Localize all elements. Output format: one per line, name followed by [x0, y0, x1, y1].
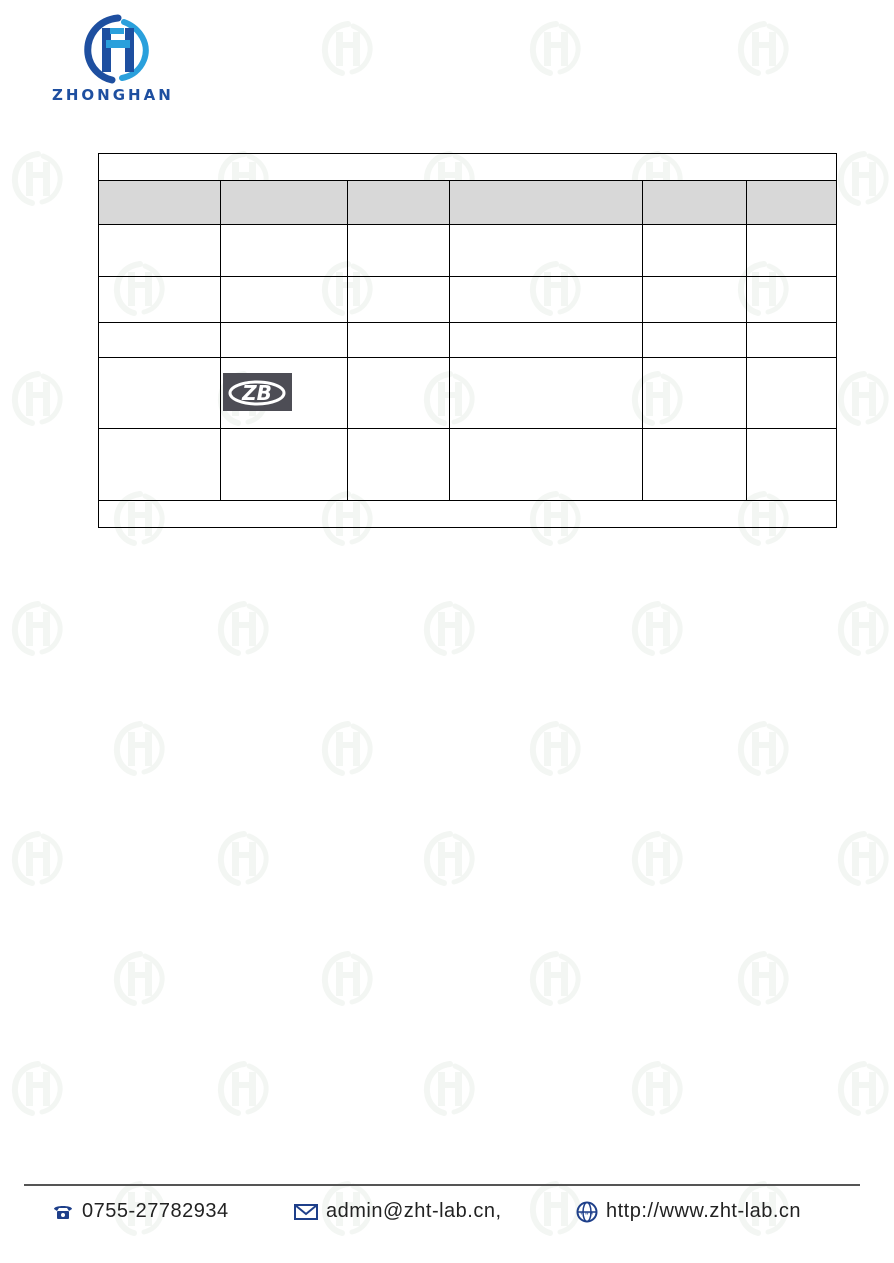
zhonghan-watermark-icon: [320, 720, 376, 776]
header-cell: [450, 181, 643, 225]
table-cell: [348, 358, 450, 429]
data-table: [98, 153, 837, 528]
zhonghan-watermark-icon: [422, 1060, 478, 1116]
table-cell: [99, 225, 221, 277]
zhonghan-watermark-icon: [736, 950, 792, 1006]
header-cell: [348, 181, 450, 225]
zb-logo-icon: [223, 373, 292, 411]
table-row: [99, 323, 837, 358]
table-row: [99, 429, 837, 501]
table-cell: [747, 358, 837, 429]
table-cell: [747, 429, 837, 501]
table-footer-row: [99, 501, 837, 528]
zhonghan-watermark-icon: [320, 950, 376, 1006]
zhonghan-watermark-icon: [10, 1060, 66, 1116]
zhonghan-watermark-icon: [528, 20, 584, 76]
zhonghan-watermark-icon: [216, 1060, 272, 1116]
zhonghan-watermark-icon: [528, 720, 584, 776]
footer-divider: [24, 1184, 860, 1186]
telephone-icon: [52, 1203, 74, 1221]
table-cell: [643, 225, 747, 277]
zhonghan-watermark-icon: [630, 830, 686, 886]
table-cell: [747, 225, 837, 277]
company-logo: [52, 14, 182, 104]
zhonghan-watermark-icon: [836, 830, 892, 886]
table-cell: [643, 358, 747, 429]
table-cell: [643, 323, 747, 358]
table-cell: [99, 277, 221, 323]
table-cell: [221, 323, 348, 358]
globe-icon: [576, 1201, 598, 1223]
table-cell: [99, 358, 221, 429]
table-cell: [747, 323, 837, 358]
zb-certificate-logo: [223, 373, 292, 411]
table-cell: [221, 277, 348, 323]
table-cell: [348, 225, 450, 277]
table-footer-cell: [99, 501, 837, 528]
zhonghan-watermark-icon: [422, 600, 478, 656]
table-cell: [643, 277, 747, 323]
phone-number: 0755-27782934: [82, 1200, 229, 1222]
zhonghan-watermark-icon: [10, 600, 66, 656]
zhonghan-watermark-icon: [216, 830, 272, 886]
svg-text:ZB: ZB: [242, 380, 272, 405]
table-cell: [450, 358, 643, 429]
table-cell: [348, 323, 450, 358]
website-url[interactable]: http://www.zht-lab.cn: [606, 1200, 802, 1222]
zhonghan-watermark-icon: [836, 1060, 892, 1116]
table-cell: [99, 323, 221, 358]
zhonghan-watermark-icon: [836, 370, 892, 426]
zhonghan-watermark-icon: [528, 950, 584, 1006]
zhonghan-watermark-icon: [10, 830, 66, 886]
zhonghan-watermark-icon: [10, 370, 66, 426]
zhonghan-watermark-icon: [320, 20, 376, 76]
zhonghan-watermark-icon: [836, 150, 892, 206]
table-cell: [450, 225, 643, 277]
zhonghan-watermark-icon: [422, 830, 478, 886]
zhonghan-watermark-icon: [10, 150, 66, 206]
footer-phone: [52, 1200, 229, 1223]
table-cell: [348, 429, 450, 501]
table-cell: [99, 429, 221, 501]
zhonghan-watermark-icon: [216, 600, 272, 656]
zhonghan-watermark-icon: [630, 600, 686, 656]
table-cell: [747, 277, 837, 323]
header-cell: [221, 181, 348, 225]
footer-website: [576, 1200, 801, 1223]
header-cell: [747, 181, 837, 225]
zhonghan-logo-icon: [82, 14, 154, 84]
envelope-icon: [294, 1203, 318, 1221]
table-cell: [221, 225, 348, 277]
zhonghan-watermark-icon: [836, 600, 892, 656]
table-cell: [221, 358, 348, 429]
table-title-cell: [99, 154, 837, 181]
table-row: [99, 225, 837, 277]
zhonghan-watermark-icon: [630, 1060, 686, 1116]
table-cell: [643, 429, 747, 501]
table-row: [99, 358, 837, 429]
table-cell: [221, 429, 348, 501]
table-header-row: [99, 181, 837, 225]
table-cell: [450, 429, 643, 501]
zhonghan-watermark-icon: [112, 950, 168, 1006]
table-cell: [450, 323, 643, 358]
table-title-row: [99, 154, 837, 181]
header-cell: [99, 181, 221, 225]
table-cell: [450, 277, 643, 323]
logo-text: ZHONGHAN: [52, 86, 174, 104]
table-cell: [348, 277, 450, 323]
header-cell: [643, 181, 747, 225]
footer-email: [294, 1200, 502, 1223]
zhonghan-watermark-icon: [736, 720, 792, 776]
email-address[interactable]: admin@zht-lab.cn,: [326, 1200, 502, 1222]
table-row: [99, 277, 837, 323]
zhonghan-watermark-icon: [736, 20, 792, 76]
zhonghan-watermark-icon: [112, 720, 168, 776]
svg-text:www: www: [580, 1210, 594, 1216]
